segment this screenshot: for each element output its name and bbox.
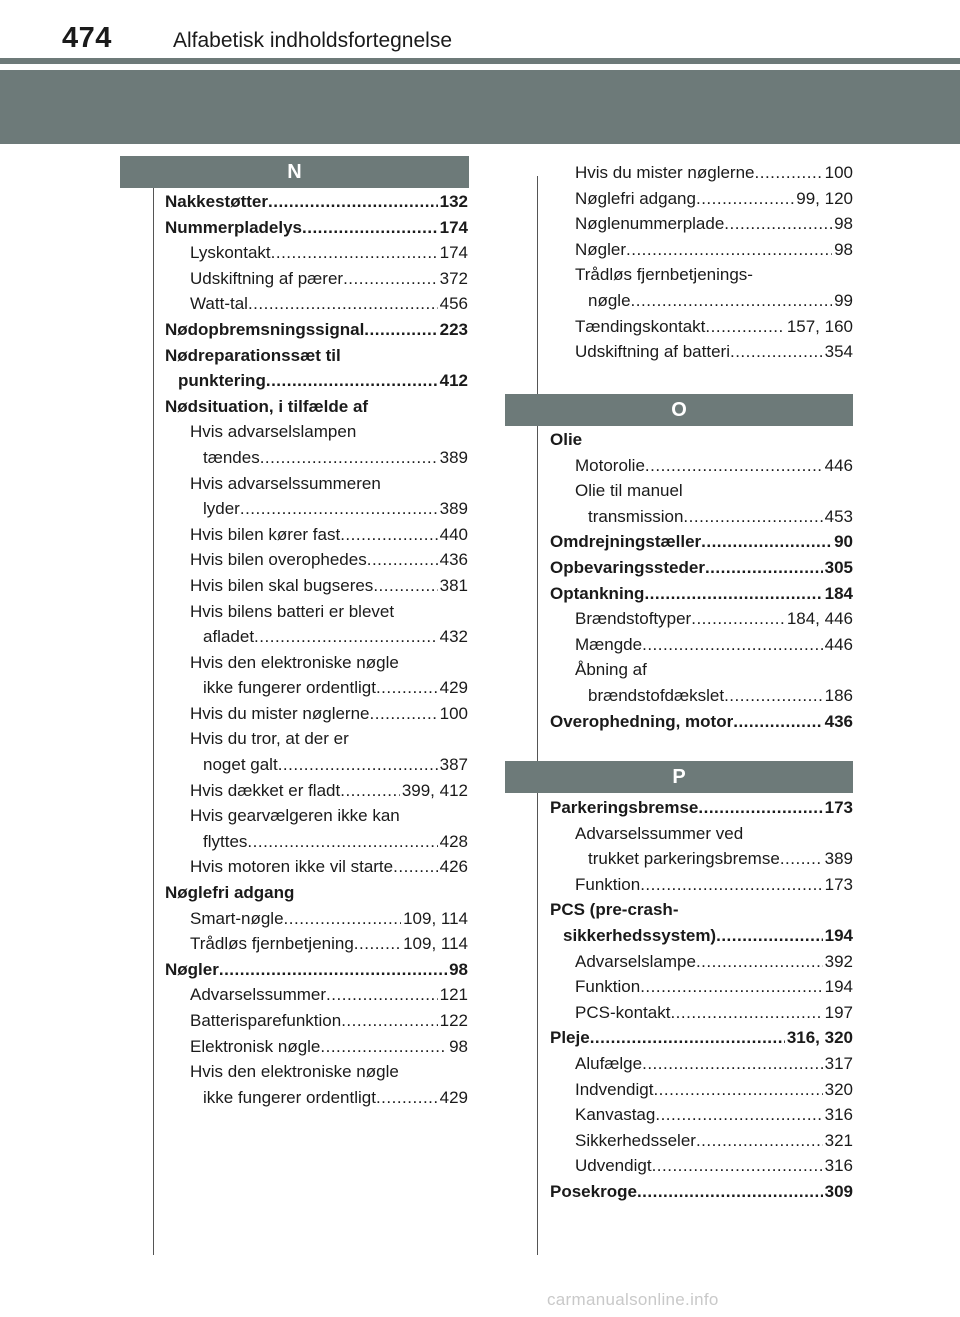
- dot-leader: [631, 288, 833, 314]
- entry-term: Nakkestøtter: [165, 192, 268, 211]
- dot-leader: [266, 368, 438, 394]
- entry-term: Udvendigt: [575, 1156, 652, 1176]
- entry-term: Udskiftning af batteri: [575, 342, 730, 362]
- entry-term: afladet: [203, 627, 255, 647]
- index-entry: [550, 1153, 853, 1179]
- dot-leader: [705, 555, 823, 581]
- index-entry: [550, 453, 853, 479]
- dot-leader: [343, 266, 438, 292]
- entry-page: 436: [824, 711, 853, 731]
- section-header-p: P: [505, 761, 853, 793]
- index-entry: [165, 291, 468, 317]
- dot-leader: [698, 795, 822, 821]
- index-entry: [550, 1179, 853, 1205]
- index-entry: [165, 547, 468, 573]
- entry-page: 389: [824, 849, 853, 869]
- dot-leader: [716, 923, 823, 949]
- index-entry: [165, 471, 468, 497]
- index-entry: [550, 262, 853, 288]
- index-entry: [550, 1128, 853, 1154]
- index-entry: [550, 1102, 853, 1128]
- index-entry: [550, 821, 853, 847]
- entry-page: 173: [824, 798, 853, 817]
- entry-page: 446: [824, 634, 853, 654]
- entry-page: 381: [439, 575, 468, 595]
- index-entry: [550, 339, 853, 365]
- index-entry: [165, 522, 468, 548]
- entry-term: Olie: [550, 430, 583, 449]
- dot-leader: [730, 339, 823, 365]
- entry-term: brændstofdækslet: [588, 685, 725, 705]
- entry-page: 174: [439, 217, 468, 237]
- dot-leader: [701, 529, 832, 555]
- dot-leader: [367, 547, 438, 573]
- dot-leader: [780, 846, 823, 872]
- entry-page: 432: [439, 627, 468, 647]
- entry-page: 440: [439, 524, 468, 544]
- entry-term: Batterisparefunktion: [190, 1011, 342, 1030]
- dot-leader: [364, 317, 437, 343]
- index-entry: [550, 529, 853, 555]
- index-entry: [550, 974, 853, 1000]
- dot-leader: [705, 314, 784, 340]
- dot-leader: [642, 632, 823, 658]
- index-entry: [165, 880, 468, 906]
- dot-leader: [284, 906, 402, 932]
- header-band: [0, 70, 960, 144]
- index-entry: [165, 189, 468, 215]
- page-title: Alfabetisk indholdsfortegnelse: [173, 29, 453, 52]
- index-entry: [550, 186, 853, 212]
- dot-leader: [645, 453, 823, 479]
- index-entry: [550, 949, 853, 975]
- index-entry: [165, 650, 468, 676]
- entry-term: Olie til manuel: [575, 481, 683, 501]
- entry-term: Parkeringsbremse: [550, 798, 699, 817]
- entry-page: 157, 160: [786, 316, 853, 336]
- index-entry: [550, 1025, 853, 1051]
- entry-term: Alufælge: [575, 1053, 643, 1073]
- dot-leader: [341, 1008, 437, 1034]
- entry-page: 132: [439, 192, 468, 211]
- entry-term: Kanvastag: [575, 1105, 656, 1125]
- entry-page: 197: [824, 1002, 853, 1022]
- dot-leader: [644, 581, 822, 607]
- entry-term: flyttes: [203, 831, 248, 851]
- entry-page: 387: [439, 755, 468, 775]
- index-entry: [165, 317, 468, 343]
- index-entry: [165, 982, 468, 1008]
- entry-term: Opbevaringssteder: [550, 557, 705, 577]
- index-entry: [550, 1000, 853, 1026]
- entry-page: 194: [824, 977, 853, 997]
- dot-leader: [642, 1051, 823, 1077]
- index-entry: [550, 427, 853, 453]
- index-entry: [550, 657, 853, 683]
- entry-term: Nødopbremsningssignal: [165, 319, 365, 339]
- dot-leader: [376, 675, 438, 701]
- entry-page: 184: [824, 583, 853, 603]
- entry-page: 109, 114: [403, 908, 468, 928]
- entry-term: Nøglenummerplade: [575, 214, 725, 234]
- entry-page: 456: [439, 294, 468, 314]
- entry-term: Motorolie: [575, 455, 645, 475]
- index-entry: [165, 599, 468, 625]
- index-entry: [165, 368, 468, 394]
- index-entry: [165, 752, 468, 778]
- index-list-n: [165, 189, 468, 1110]
- index-entry: [165, 624, 468, 650]
- entry-term: Posekroge: [550, 1181, 637, 1201]
- entry-page: 428: [439, 831, 468, 851]
- entry-page: 426: [439, 857, 468, 877]
- entry-page: 389: [439, 499, 468, 519]
- index-entry: [550, 795, 853, 821]
- entry-page: 194: [824, 925, 853, 945]
- entry-term: Udskiftning af pærer: [190, 268, 344, 288]
- dot-leader: [271, 240, 438, 266]
- index-entry: [550, 1077, 853, 1103]
- entry-page: 316: [824, 1156, 853, 1176]
- entry-page: 223: [439, 319, 468, 339]
- index-entry: [165, 701, 468, 727]
- entry-term: Nøglefri adgang: [165, 883, 295, 903]
- dot-leader: [268, 189, 438, 215]
- index-list-n-continued: [550, 160, 853, 365]
- entry-term: Overophedning, motor: [550, 711, 734, 731]
- index-entry: [550, 160, 853, 186]
- dot-leader: [370, 701, 438, 727]
- index-entry: [550, 581, 853, 607]
- entry-page: 392: [824, 951, 853, 971]
- entry-page: 98: [449, 959, 468, 979]
- index-entry: [550, 606, 853, 632]
- index-entry: [550, 632, 853, 658]
- entry-term: Hvis advarselslampen: [190, 422, 357, 442]
- index-entry: [550, 897, 853, 923]
- entry-term: Nødsituation, i tilfælde af: [165, 396, 369, 416]
- index-entry: [550, 478, 853, 504]
- dot-leader: [260, 445, 438, 471]
- dot-leader: [755, 160, 823, 186]
- entry-term: Brændstoftyper: [575, 609, 692, 629]
- entry-page: 99, 120: [796, 188, 853, 208]
- dot-leader: [655, 1102, 822, 1128]
- index-entry: [165, 573, 468, 599]
- index-entry: [165, 1059, 468, 1085]
- entry-term: Elektronisk nøgle: [190, 1036, 321, 1056]
- section-header-n: N: [120, 156, 469, 188]
- entry-page: 309: [824, 1181, 853, 1201]
- entry-term: ikke fungerer ordentligt: [203, 1087, 376, 1107]
- entry-term: ikke fungerer ordentligt: [203, 678, 376, 698]
- index-entry: [550, 846, 853, 872]
- entry-term: Advarselssummer ved: [575, 823, 744, 843]
- entry-term: Advarselssummer: [190, 985, 327, 1005]
- entry-term: Hvis den elektroniske nøgle: [190, 652, 399, 672]
- dot-leader: [590, 1025, 785, 1051]
- index-entry: [550, 504, 853, 530]
- dot-leader: [683, 504, 822, 530]
- entry-page: 305: [824, 557, 853, 577]
- entry-page: 399, 412: [401, 780, 468, 800]
- dot-leader: [393, 854, 438, 880]
- entry-page: 412: [439, 371, 468, 391]
- entry-term: Advarselslampe: [575, 951, 696, 971]
- index-entry: [550, 314, 853, 340]
- entry-term: transmission: [588, 506, 684, 526]
- entry-page: 436: [439, 550, 468, 570]
- entry-term: Nøgler: [575, 239, 627, 259]
- dot-leader: [326, 982, 438, 1008]
- entry-term: Hvis du mister nøglerne: [190, 703, 370, 723]
- entry-page: 98: [449, 1036, 468, 1056]
- index-entry: [165, 240, 468, 266]
- index-entry: [550, 288, 853, 314]
- index-entry: [165, 215, 468, 241]
- entry-page: 446: [824, 455, 853, 475]
- entry-term: Hvis motoren ikke vil starte: [190, 857, 394, 877]
- entry-term: Hvis dækket er fladt: [190, 780, 341, 800]
- entry-term: Trådløs fjernbetjenings-: [575, 265, 753, 285]
- dot-leader: [278, 752, 438, 778]
- dot-leader: [219, 957, 447, 983]
- entry-term: Hvis bilen kører fast: [190, 524, 341, 544]
- dot-leader: [340, 778, 400, 804]
- dot-leader: [652, 1153, 823, 1179]
- index-entry: [165, 1008, 468, 1034]
- entry-page: 316: [824, 1105, 853, 1125]
- entry-term: PCS-kontakt: [575, 1002, 671, 1022]
- index-entry: [165, 343, 468, 369]
- entry-term: Tændingskontakt: [575, 316, 706, 336]
- entry-term: Nøgler: [165, 959, 219, 979]
- dot-leader: [696, 949, 823, 975]
- dot-leader: [653, 1077, 822, 1103]
- entry-term: Hvis den elektroniske nøgle: [190, 1062, 399, 1082]
- index-entry: [550, 237, 853, 263]
- entry-term: Funktion: [575, 874, 641, 894]
- index-entry: [550, 683, 853, 709]
- entry-term: Optankning: [550, 583, 645, 603]
- dot-leader: [691, 606, 785, 632]
- page-header: [0, 0, 960, 58]
- dot-leader: [354, 931, 401, 957]
- entry-page: 109, 114: [403, 934, 468, 954]
- entry-page: 354: [824, 342, 853, 362]
- entry-page: 186: [824, 685, 853, 705]
- dot-leader: [302, 215, 438, 241]
- entry-term: Nøglefri adgang: [575, 188, 696, 208]
- index-entry: [165, 675, 468, 701]
- dot-leader: [376, 1085, 438, 1111]
- index-entry: [550, 211, 853, 237]
- dot-leader: [640, 974, 822, 1000]
- dot-leader: [696, 186, 794, 212]
- entry-term: Hvis bilen overophedes: [190, 550, 367, 570]
- entry-page: 121: [439, 985, 468, 1005]
- entry-term: tændes: [203, 447, 260, 467]
- entry-term: Hvis du tror, at der er: [190, 729, 349, 749]
- index-entry: [165, 931, 468, 957]
- right-column-rule: [537, 176, 538, 1255]
- entry-term: sikkerhedssystem): [563, 925, 717, 945]
- index-entry: [550, 709, 853, 735]
- index-entry: [550, 1051, 853, 1077]
- index-entry: [165, 1034, 468, 1060]
- entry-page: 320: [824, 1079, 853, 1099]
- dot-leader: [637, 1179, 823, 1205]
- entry-page: 429: [439, 678, 468, 698]
- entry-term: Sikkerhedsseler: [575, 1130, 696, 1150]
- header-divider: [0, 58, 960, 64]
- entry-term: Nummerpladelys: [165, 217, 302, 237]
- entry-page: 100: [824, 163, 853, 182]
- index-entry: [165, 829, 468, 855]
- entry-page: 453: [824, 506, 853, 526]
- index-entry: [165, 419, 468, 445]
- entry-term: lyder: [203, 499, 240, 519]
- entry-page: 98: [834, 239, 853, 259]
- dot-leader: [240, 496, 438, 522]
- index-entry: [165, 854, 468, 880]
- index-entry: [165, 445, 468, 471]
- section-header-o: O: [505, 394, 853, 426]
- dot-leader: [696, 1128, 823, 1154]
- entry-term: Hvis advarselssummeren: [190, 473, 381, 493]
- entry-page: 389: [439, 447, 468, 467]
- entry-term: Mængde: [575, 634, 643, 654]
- entry-page: 316, 320: [786, 1028, 853, 1048]
- entry-page: 429: [439, 1087, 468, 1107]
- entry-term: Funktion: [575, 977, 641, 997]
- dot-leader: [254, 624, 438, 650]
- dot-leader: [724, 683, 823, 709]
- entry-page: 184, 446: [786, 609, 853, 629]
- index-entry: [550, 923, 853, 949]
- dot-leader: [320, 1034, 447, 1060]
- dot-leader: [247, 829, 437, 855]
- entry-term: Hvis du mister nøglerne: [575, 163, 755, 182]
- entry-page: 99: [834, 290, 853, 310]
- index-entry: [165, 778, 468, 804]
- entry-term: punktering: [178, 371, 266, 391]
- entry-term: Hvis bilen skal bugseres: [190, 575, 374, 595]
- entry-page: 90: [834, 532, 853, 552]
- entry-term: Åbning af: [575, 660, 647, 680]
- dot-leader: [373, 573, 437, 599]
- entry-term: Indvendigt: [575, 1079, 654, 1099]
- entry-term: Trådløs fjernbetjening: [190, 934, 354, 954]
- dot-leader: [670, 1000, 822, 1026]
- entry-term: PCS (pre-crash-: [550, 900, 679, 920]
- dot-leader: [248, 291, 438, 317]
- dot-leader: [733, 709, 822, 735]
- index-entry: [165, 803, 468, 829]
- entry-term: noget galt: [203, 755, 278, 775]
- dot-leader: [724, 211, 832, 237]
- entry-page: 174: [439, 243, 468, 263]
- index-entry: [165, 496, 468, 522]
- watermark: carmanualsonline.info: [547, 1290, 719, 1309]
- index-entry: [165, 726, 468, 752]
- entry-page: 173: [824, 874, 853, 894]
- entry-term: Hvis gearvælgeren ikke kan: [190, 806, 400, 826]
- dot-leader: [626, 237, 832, 263]
- entry-term: Watt-tal: [190, 294, 248, 314]
- index-entry: [550, 872, 853, 898]
- index-entry: [165, 394, 468, 420]
- page-number: 474: [62, 22, 112, 54]
- entry-page: 98: [834, 214, 853, 234]
- entry-term: Nødreparationssæt til: [165, 345, 341, 365]
- entry-term: nøgle: [588, 290, 631, 310]
- index-list-p: [550, 795, 853, 1205]
- entry-term: Pleje: [550, 1028, 590, 1048]
- dot-leader: [640, 872, 822, 898]
- index-entry: [165, 957, 468, 983]
- dot-leader: [340, 522, 437, 548]
- entry-page: 321: [824, 1130, 853, 1150]
- entry-term: Hvis bilens batteri er blevet: [190, 601, 395, 621]
- entry-term: Omdrejningstæller: [550, 532, 702, 552]
- left-column-rule: [153, 176, 154, 1255]
- entry-term: Lyskontakt: [190, 243, 271, 263]
- index-entry: [165, 906, 468, 932]
- entry-page: 122: [439, 1011, 468, 1030]
- index-entry: [165, 266, 468, 292]
- entry-page: 100: [439, 703, 468, 723]
- entry-page: 372: [439, 268, 468, 288]
- index-entry: [550, 555, 853, 581]
- index-entry: [165, 1085, 468, 1111]
- entry-term: trukket parkeringsbremse: [588, 849, 780, 869]
- entry-term: Smart-nøgle: [190, 908, 284, 928]
- index-list-o: [550, 427, 853, 734]
- entry-page: 317: [824, 1053, 853, 1073]
